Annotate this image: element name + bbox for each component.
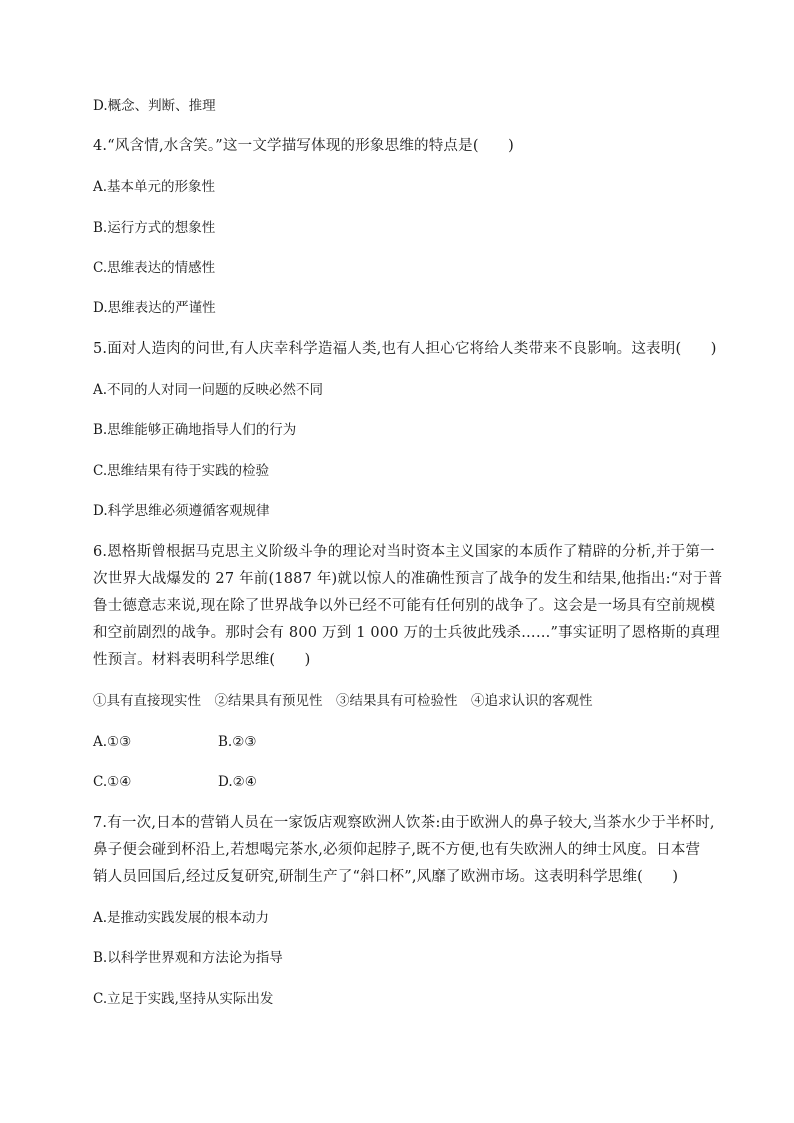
- q6-stem-line-5: 性预言。材料表明科学思维( ): [93, 652, 311, 668]
- q3-option-d: D.概念、判断、推理: [93, 98, 216, 114]
- q6-option-b: B.②③: [218, 734, 257, 750]
- q4-option-c: C.思维表达的情感性: [93, 260, 216, 276]
- q7-stem-line-3: 销人员回国后,经过反复研究,研制生产了“斜口杯”,风靡了欧洲市场。这表明科学思维( ): [93, 869, 679, 885]
- q4-option-a: A.基本单元的形象性: [93, 179, 216, 195]
- q5-option-c: C.思维结果有待于实践的检验: [93, 463, 270, 479]
- q6-stem-line-2: 次世界大战爆发的 27 年前(1887 年)就以惊人的准确性预言了战争的发生和结果,他指出:“对于普: [93, 571, 723, 587]
- q7-stem-line-1: 7.有一次,日本的营销人员在一家饭店观察欧洲人饮茶:由于欧洲人的鼻子较大,当茶水少于半杯时,: [93, 815, 715, 831]
- q5-stem: 5.面对人造肉的问世,有人庆幸科学造福人类,也有人担心它将给人类带来不良影响。这表明( ): [93, 341, 717, 357]
- q6-option-a: A.①③: [93, 734, 132, 750]
- q6-stem-line-4: 和空前剧烈的战争。那时会有 800 万到 1 000 万的士兵彼此残杀……”事实证明了恩格斯的真理: [93, 625, 720, 641]
- q4-stem: 4.“风含情,水含笑。”这一文学描写体现的形象思维的特点是( ): [93, 138, 514, 154]
- q6-stem-line-1: 6.恩格斯曾根据马克思主义阶级斗争的理论对当时资本主义国家的本质作了精辟的分析,并于第一: [93, 544, 715, 560]
- q6-statements: ①具有直接现实性 ②结果具有预见性 ③结果具有可检验性 ④追求认识的客观性: [93, 693, 593, 709]
- q6-stem-line-3: 鲁士德意志来说,现在除了世界战争以外已经不可能有任何别的战争了。这会是一场具有空前规模: [93, 598, 716, 614]
- q5-option-d: D.科学思维必须遵循客观规律: [93, 503, 270, 519]
- q4-option-b: B.运行方式的想象性: [93, 220, 216, 236]
- q7-option-c: C.立足于实践,坚持从实际出发: [93, 991, 274, 1007]
- q7-option-b: B.以科学世界观和方法论为指导: [93, 950, 283, 966]
- q4-option-d: D.思维表达的严谨性: [93, 300, 216, 316]
- q7-stem-line-2: 鼻子便会碰到杯沿上,若想喝完茶水,必须仰起脖子,既不方便,也有失欧洲人的绅士风度。日本营: [93, 842, 701, 858]
- q5-option-a: A.不同的人对同一问题的反映必然不同: [93, 382, 324, 398]
- q5-option-b: B.思维能够正确地指导人们的行为: [93, 422, 297, 438]
- q6-option-d: D.②④: [218, 774, 257, 790]
- q6-option-c: C.①④: [93, 774, 132, 790]
- q7-option-a: A.是推动实践发展的根本动力: [93, 910, 270, 926]
